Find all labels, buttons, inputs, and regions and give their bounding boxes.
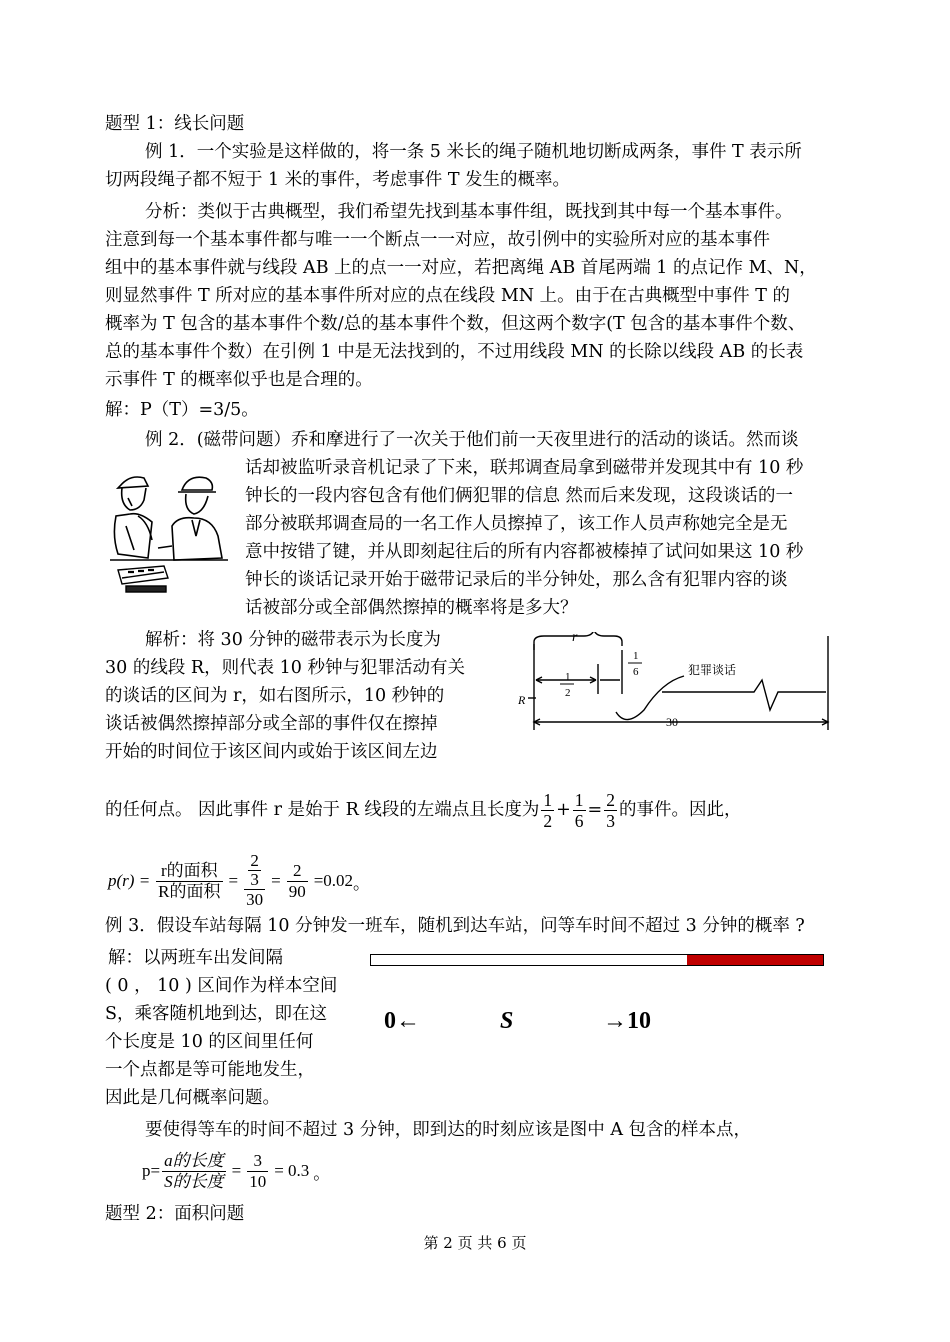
- example2-line: 话却被监听录音机记录了下来，联邦调查局拿到磁带并发现其中有 10 秒: [245, 458, 804, 478]
- formula-pr-result: =0.02: [313, 871, 354, 890]
- example1-line2: 切两段绳子都不短于 1 米的事件，考虑事件 T 发生的概率。: [105, 170, 571, 190]
- example2-line: 钟长的谈话记录开始于磁带记录后的半分钟处，那么含有犯罪内容的谈: [245, 570, 788, 590]
- formula-p-3-10: $\frac{3}{10}$: [249, 1150, 267, 1191]
- r-label: r: [572, 632, 578, 645]
- conversation-illustration: [108, 466, 234, 598]
- analysis1-line: 概率为 T 包含的基本事件个数/总的基本事件个数，但这两个数字(T 包含的基本事件个数、: [105, 314, 806, 334]
- example2-line: 话被部分或全部偶然擦掉的概率将是多大？: [245, 598, 578, 618]
- formula-p-end: 。: [313, 1163, 331, 1183]
- crime-talk-label: 犯罪谈话: [688, 663, 737, 677]
- formula-p-eq1: =: [231, 1161, 242, 1180]
- formula-pr-end: 。: [353, 873, 371, 893]
- analysis2-tail-end: 的事件。因此，: [618, 800, 742, 820]
- formula-p-result: = 0.3: [274, 1161, 310, 1180]
- equals-sign: =: [587, 800, 603, 820]
- analysis2-line: 解析：将 30 分钟的磁带表示为长度为: [145, 630, 441, 650]
- section2-title: 题型 2：面积问题: [105, 1204, 245, 1224]
- tape-diagram: [516, 632, 830, 740]
- analysis2-line: 的谈话的区间为 r，如右图所示，10 秒钟的: [105, 686, 445, 706]
- example2-line: 钟长的一段内容包含有他们俩犯罪的信息 然而后来发现，这段谈话的一: [245, 486, 794, 506]
- plus-sign: +: [556, 800, 571, 820]
- formula-p: [142, 1146, 330, 1196]
- example2-line1: 例 2．(磁带问题）乔和摩进行了一次关于他们前一天夜里进行的活动的谈话。然而谈: [145, 430, 799, 450]
- bar-mid-label: S: [500, 1008, 514, 1034]
- solution1: 解：P（T）=3/5。: [105, 400, 259, 420]
- bar-right-label: →10: [603, 1008, 651, 1034]
- example2-line: 部分被联邦调查局的一名工作人员擦掉了，该工作人员声称她完全是无: [245, 514, 788, 534]
- formula-pr-nested: $\frac{\frac{2}{3}}{30}$: [246, 851, 264, 909]
- solution3-tail: 要使得等车的时间不超过 3 分钟，即到达的时刻应该是图中 A 包含的样本点，: [145, 1120, 752, 1140]
- half-numerator: 1: [565, 671, 571, 683]
- analysis2-tail: [105, 782, 741, 838]
- analysis2-line: 谈话被偶然擦掉部分或全部的事件仅在擦掉: [105, 714, 438, 734]
- analysis1-line: 则显然事件 T 所对应的基本事件所对应的点在线段 MN 上。由于在古典概型中事件 T 的: [105, 286, 790, 306]
- formula-pr-lhs: p(r) =: [108, 871, 151, 890]
- fraction-sixth: $\frac{1}{6}$: [574, 789, 584, 831]
- fraction-half: $\frac{1}{2}$: [543, 789, 553, 831]
- solution3-line: S，乘客随机地到达，即在这: [105, 1004, 327, 1024]
- analysis1-line: 分析：类似于古典概型，我们希望先找到基本事件组，既找到其中每一个基本事件。: [145, 202, 793, 222]
- solution3-line: 个长度是 10 的区间里任何: [105, 1032, 314, 1052]
- analysis1-line: 总的基本事件个数）在引例 1 中是无法找到的，不过用线段 MN 的长除以线段 AB 的长表: [105, 342, 804, 362]
- R-label: R: [518, 693, 526, 707]
- formula-pr-eq2: =: [271, 871, 281, 890]
- sample-space-bar: [370, 954, 824, 966]
- fraction-two-thirds: $\frac{2}{3}$: [606, 789, 615, 831]
- example1-line1: 例 1．一个实验是这样做的，将一条 5 米长的绳子随机地切断成两条，事件 T 表示所: [145, 142, 802, 162]
- example2-line: 意中按错了键，并从即刻起往后的所有内容都被榛掉了试问如果这 10 秒: [245, 542, 804, 562]
- example3-line: 例 3．假设车站每隔 10 分钟发一班车，随机到达车站，问等车时间不超过 3 分钟的概率 ?: [105, 916, 805, 936]
- formula-pr-2-90: $\frac{2}{90}$: [288, 860, 306, 901]
- solution3-line: 因此是几何概率问题。: [105, 1088, 280, 1108]
- analysis1-line: 注意到每一个基本事件都与唯一一个断点一一对应，故引例中的实验所对应的基本事件: [105, 230, 770, 250]
- sixth-denominator: 6: [633, 666, 639, 678]
- bar-left-label: 0←: [384, 1008, 420, 1034]
- sample-space-red-segment: [687, 955, 823, 965]
- analysis1-line: 组中的基本事件就与线段 AB 上的点一一对应，若把离绳 AB 首尾两端 1 的点记作 M、N，: [105, 258, 817, 278]
- formula-pr-eq1: =: [228, 871, 239, 890]
- half-denominator: 2: [565, 687, 571, 699]
- formula-p-length-ratio: $\frac{\text{a的长度}}{\text{S的长度}}$: [164, 1150, 224, 1191]
- formula-p-lhs: p=: [142, 1161, 161, 1180]
- sixth-numerator: 1: [633, 650, 639, 662]
- solution3-line: ( 0 ， 10 ) 区间作为样本空间: [105, 976, 338, 996]
- section1-title: 题型 1：线长问题: [105, 114, 245, 134]
- analysis2-line: 30 的线段 R，则代表 10 秒钟与犯罪活动有关: [105, 658, 465, 678]
- analysis2-line: 开始的时间位于该区间内或始于该区间左边: [105, 742, 438, 762]
- solution3-line: 解：以两班车出发间隔: [108, 948, 283, 968]
- formula-pr-area-ratio: $\frac{\text{r的面积}}{\text{R的面积}}$: [158, 860, 221, 901]
- analysis2-tail-text: 的任何点。 因此事件 r 是始于 R 线段的左端点且长度为: [105, 800, 540, 820]
- length-30-label: 30: [666, 715, 678, 729]
- analysis1-line: 示事件 T 的概率似乎也是合理的。: [105, 370, 373, 390]
- solution3-line: 一个点都是等可能地发生，: [105, 1060, 315, 1080]
- page-footer: 第 2 页 共 6 页: [423, 1234, 527, 1252]
